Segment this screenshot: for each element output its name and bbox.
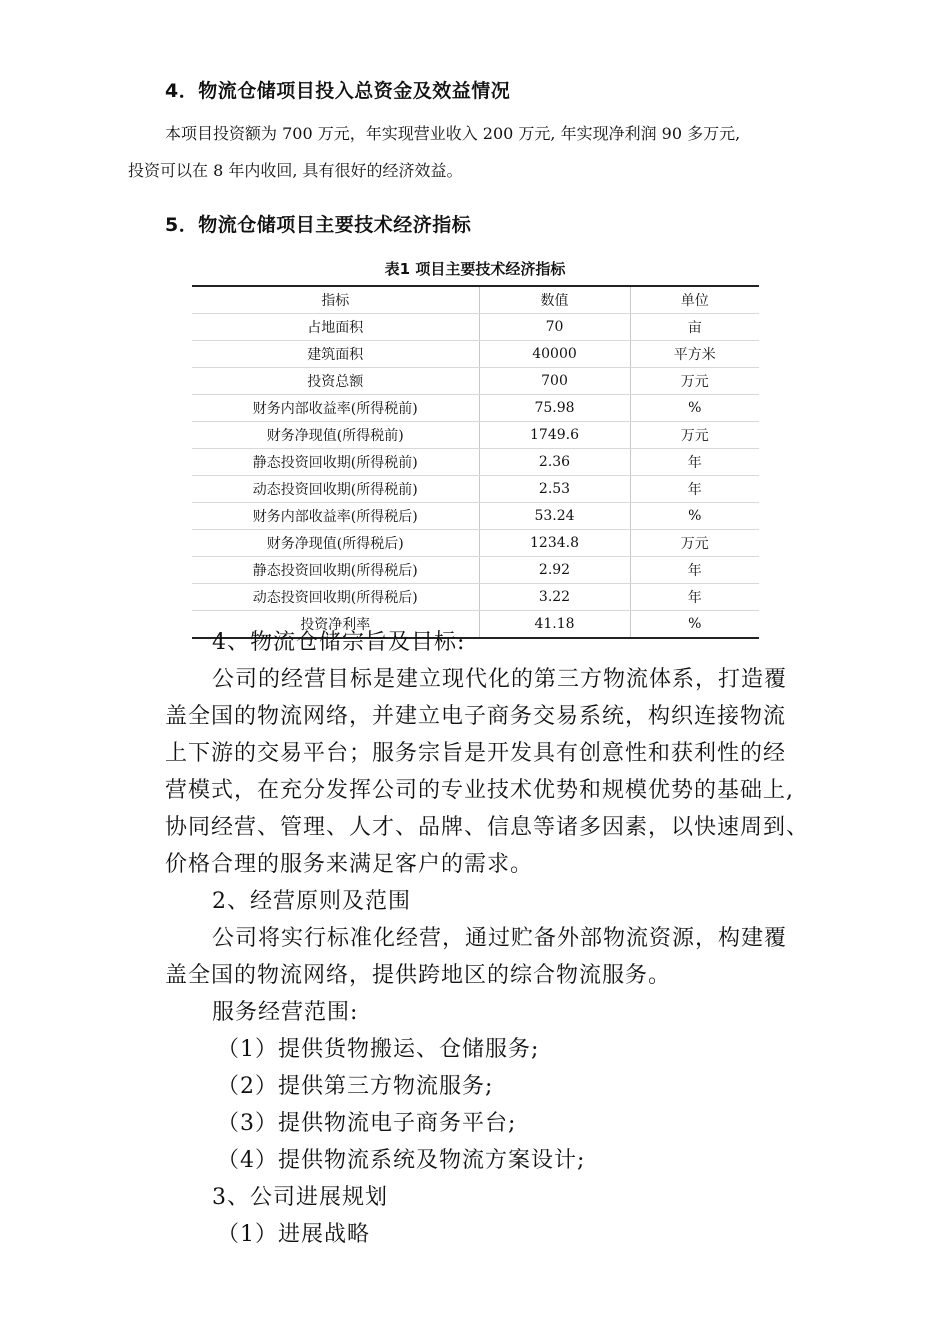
investment-text-line-2: 投资可以在 8 年内收回, 具有很好的经济效益。 <box>128 161 463 180</box>
paragraph-line: 盖全国的物流网络，提供跨地区的综合物流服务。 <box>165 963 672 988</box>
plan-list-item: （1）进展战略 <box>217 1222 370 1247</box>
subheading-plan: 3、公司进展规划 <box>212 1185 388 1210</box>
scope-list-item: （1）提供货物搬运、仓储服务; <box>217 1037 540 1062</box>
table-row <box>192 395 759 422</box>
section-heading-indicators: 5．物流仓储项目主要技术经济指标 <box>165 214 472 236</box>
cell-indicator: 财务净现值(所得税前) <box>192 422 479 449</box>
indicators-table <box>192 285 759 639</box>
cell-indicator: 静态投资回收期(所得税前) <box>192 449 479 476</box>
scope-list-item: （4）提供物流系统及物流方案设计; <box>217 1148 586 1173</box>
header-indicator: 指标 <box>192 286 479 314</box>
cell-indicator: 财务内部收益率(所得税后) <box>192 503 479 530</box>
table-caption: 表1 项目主要技术经济指标 <box>384 260 566 278</box>
paragraph-line: 价格合理的服务来满足客户的需求。 <box>165 852 534 877</box>
investment-text-line-1: 本项目投资额为 700 万元，年实现营业收入 200 万元, 年实现净利润 90 多万元, <box>165 124 741 143</box>
cell-value: 75.98 <box>479 395 630 422</box>
paragraph-line: 公司的经营目标是建立现代化的第三方物流体系，打造覆 <box>212 667 788 692</box>
cell-indicator: 投资净利率 <box>192 611 479 639</box>
cell-unit: % <box>630 395 759 422</box>
section-heading-investment: 4．物流仓储项目投入总资金及效益情况 <box>165 80 511 102</box>
cell-value: 70 <box>479 314 630 341</box>
table-row <box>192 530 759 557</box>
paragraph-line: 营模式，在充分发挥公司的专业技术优势和规模优势的基础上, <box>165 778 794 803</box>
paragraph-line: 上下游的交易平台；服务宗旨是开发具有创意性和获利性的经 <box>165 741 787 766</box>
header-value: 数值 <box>479 286 630 314</box>
cell-unit: 万元 <box>630 530 759 557</box>
cell-indicator: 静态投资回收期(所得税后) <box>192 557 479 584</box>
table-row <box>192 422 759 449</box>
header-unit: 单位 <box>630 286 759 314</box>
cell-unit: 年 <box>630 557 759 584</box>
cell-value: 2.36 <box>479 449 630 476</box>
subheading-principles: 2、经营原则及范围 <box>212 889 411 914</box>
table-header-row <box>192 286 759 314</box>
cell-value: 53.24 <box>479 503 630 530</box>
cell-unit: 万元 <box>630 368 759 395</box>
cell-indicator: 占地面积 <box>192 314 479 341</box>
cell-unit: 年 <box>630 449 759 476</box>
cell-unit: 亩 <box>630 314 759 341</box>
cell-value: 1749.6 <box>479 422 630 449</box>
body-text <box>165 624 845 1253</box>
table-row <box>192 449 759 476</box>
cell-unit: % <box>630 503 759 530</box>
scope-list-item: （3）提供物流电子商务平台; <box>217 1111 517 1136</box>
cell-value: 700 <box>479 368 630 395</box>
cell-unit: 年 <box>630 584 759 611</box>
scope-list-item: （2）提供第三方物流服务; <box>217 1074 494 1099</box>
cell-value: 2.53 <box>479 476 630 503</box>
table-row <box>192 557 759 584</box>
table-row <box>192 314 759 341</box>
paragraph-line: 盖全国的物流网络，并建立电子商务交易系统，构织连接物流 <box>165 704 787 729</box>
cell-unit: % <box>630 611 759 639</box>
cell-indicator: 建筑面积 <box>192 341 479 368</box>
paragraph-line: 公司将实行标准化经营，通过贮备外部物流资源，构建覆 <box>212 926 788 951</box>
cell-unit: 年 <box>630 476 759 503</box>
cell-value: 3.22 <box>479 584 630 611</box>
table-row <box>192 368 759 395</box>
cell-value: 40000 <box>479 341 630 368</box>
cell-indicator: 财务净现值(所得税后) <box>192 530 479 557</box>
cell-indicator: 动态投资回收期(所得税前) <box>192 476 479 503</box>
cell-value: 41.18 <box>479 611 630 639</box>
table-row <box>192 503 759 530</box>
table-row <box>192 341 759 368</box>
cell-value: 1234.8 <box>479 530 630 557</box>
scope-heading: 服务经营范围: <box>212 1000 359 1025</box>
cell-indicator: 动态投资回收期(所得税后) <box>192 584 479 611</box>
cell-indicator: 财务内部收益率(所得税前) <box>192 395 479 422</box>
cell-value: 2.92 <box>479 557 630 584</box>
cell-indicator: 投资总额 <box>192 368 479 395</box>
subheading-purpose: 4、物流仓储宗旨及目标: <box>212 630 466 655</box>
table-row <box>192 476 759 503</box>
paragraph-line: 协同经营、管理、人才、品牌、信息等诸多因素，以快速周到、 <box>165 815 810 840</box>
cell-unit: 万元 <box>630 422 759 449</box>
cell-unit: 平方米 <box>630 341 759 368</box>
table-row <box>192 584 759 611</box>
